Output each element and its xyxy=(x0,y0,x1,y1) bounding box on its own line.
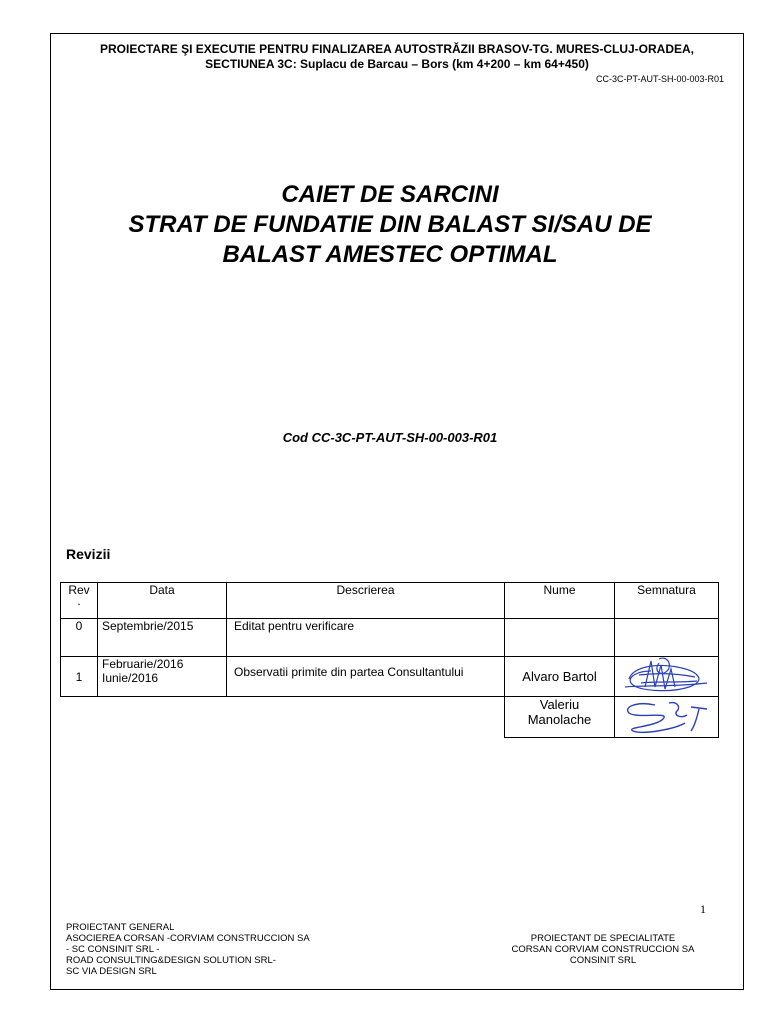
footer-left-line: ASOCIEREA CORSAN -CORVIAM CONSTRUCCION SA xyxy=(66,933,310,944)
col-rev-label: Rev xyxy=(68,583,90,597)
cell-data xyxy=(98,657,227,697)
cell-data-line2: Iunie/2016 xyxy=(102,671,159,685)
cell-nume xyxy=(505,619,615,657)
footer-left-line: - SC CONSINIT SRL - xyxy=(66,944,160,955)
table-row xyxy=(61,697,719,738)
col-header-rev xyxy=(61,583,98,619)
table-header-row xyxy=(61,583,719,619)
revisions-table xyxy=(60,582,719,738)
col-rev-dot: . xyxy=(77,594,81,608)
table-row xyxy=(61,619,719,657)
cell-descrierea: Observatii primite din partea Consultantului xyxy=(227,657,505,697)
footer-left-line: ROAD CONSULTING&DESIGN SOLUTION SRL- xyxy=(66,955,276,966)
cell-data: Septembrie/2015 xyxy=(98,619,227,657)
title-line1: CAIET DE SARCINI xyxy=(281,181,499,208)
title-line2: STRAT DE FUNDATIE DIN BALAST SI/SAU DE xyxy=(128,211,652,238)
cell-nume: Alvaro Bartol xyxy=(505,657,615,697)
footer-general-designer xyxy=(66,922,310,977)
col-header-semnatura: Semnatura xyxy=(615,583,719,619)
document-title xyxy=(60,180,720,270)
footer-specialty-designer xyxy=(496,933,710,966)
col-header-data: Data xyxy=(98,583,227,619)
col-header-nume: Nume xyxy=(505,583,615,619)
col-header-descrierea: Descrierea xyxy=(227,583,505,619)
page-frame xyxy=(50,33,744,990)
cell-rev: 0 xyxy=(61,619,98,657)
cell-nume-line2: Manolache xyxy=(527,712,592,727)
cell-semnatura xyxy=(615,619,719,657)
revisions-heading: Revizii xyxy=(66,546,111,562)
cell-nume xyxy=(505,697,615,738)
signature-alvaro-bartol xyxy=(615,657,718,696)
cell-semnatura xyxy=(615,697,719,738)
project-header-line2: SECTIUNEA 3C: Suplacu de Barcau – Bors (km 4+200 – km 64+450) xyxy=(205,57,589,71)
document-code: Cod CC-3C-PT-AUT-SH-00-003-R01 xyxy=(282,430,498,445)
page-number: 1 xyxy=(700,902,706,916)
project-header-line1: PROIECTARE ŞI EXECUTIE PENTRU FINALIZAREA AUTOSTRĂZII BRASOV-TG. MURES-CLUJ-ORADEA, xyxy=(99,42,695,56)
cell-data-line1: Februarie/2016 xyxy=(102,657,184,671)
signature-valeriu-manolache xyxy=(615,697,718,737)
footer-left-line: PROIECTANT GENERAL xyxy=(66,922,175,933)
footer-left-line: SC VIA DESIGN SRL xyxy=(66,966,157,977)
cell-semnatura xyxy=(615,657,719,697)
footer-right-line: CORSAN CORVIAM CONSTRUCCION SA xyxy=(511,944,695,955)
table-row xyxy=(61,657,719,697)
cell-rev: 1 xyxy=(61,657,98,697)
footer-right-line: CONSINIT SRL xyxy=(569,955,637,966)
cell-nume-line1: Valeriu xyxy=(539,697,580,712)
cell-descrierea: Editat pentru verificare xyxy=(227,619,505,657)
title-line3: BALAST AMESTEC OPTIMAL xyxy=(222,241,558,268)
project-header xyxy=(60,42,734,72)
footer-right-line: PROIECTANT DE SPECIALITATE xyxy=(530,933,676,944)
document-code-header: CC-3C-PT-AUT-SH-00-003-R01 xyxy=(595,74,724,84)
